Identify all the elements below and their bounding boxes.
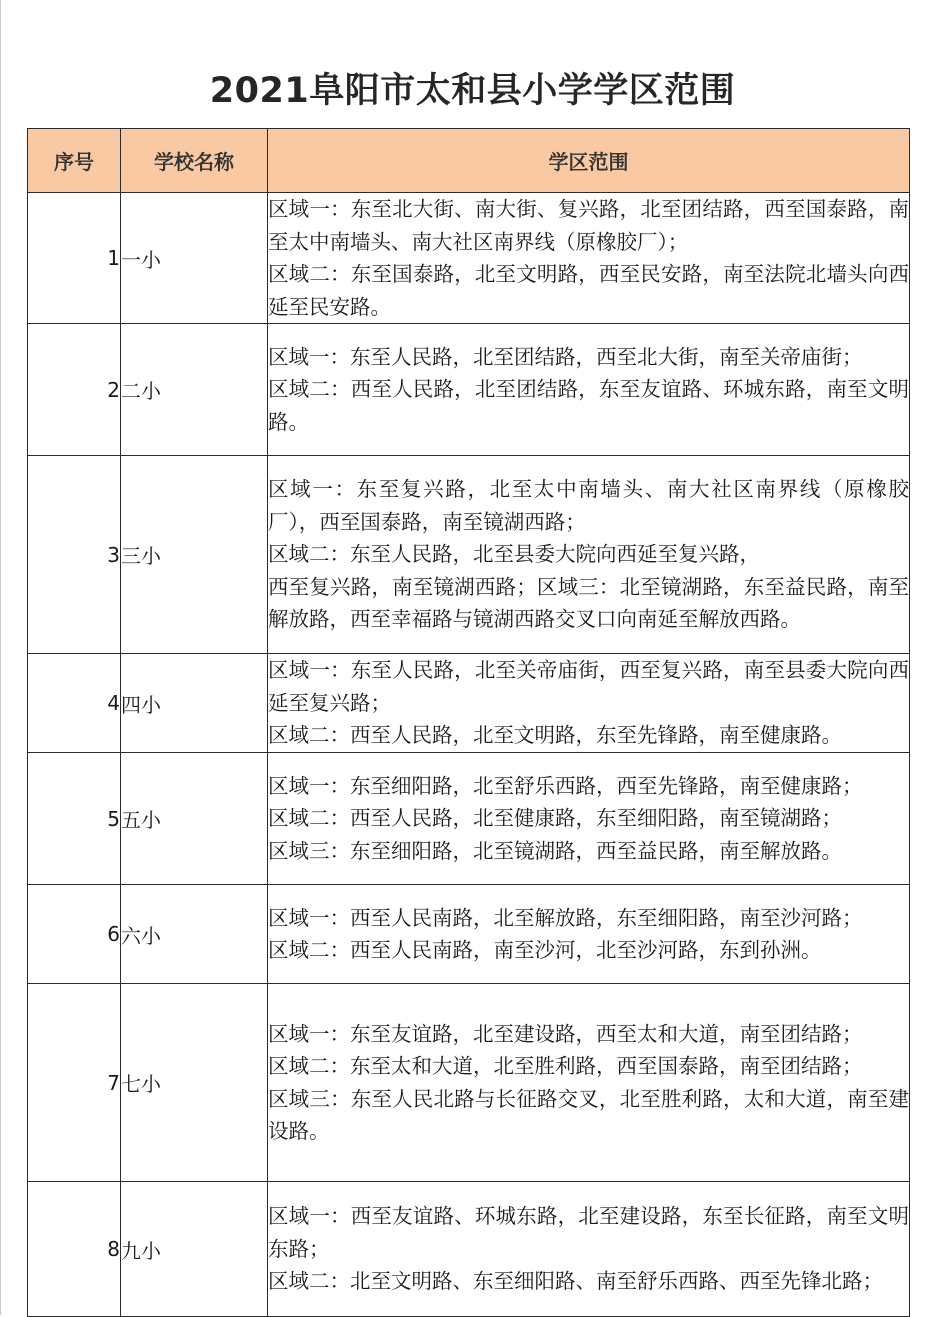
district-area: 区域一：东至细阳路，北至舒乐西路，西至先锋路，南至健康路； <box>268 773 863 798</box>
district-area: 区域二：西至人民南路，南至沙河，北至沙河路，东到孙洲。 <box>268 938 822 962</box>
table-row <box>28 885 910 984</box>
table-header-row <box>28 129 910 193</box>
table-row <box>28 984 910 1182</box>
row-number: 8 <box>28 1182 121 1317</box>
row-number: 1 <box>28 193 121 324</box>
school-name: 四小 <box>121 654 268 753</box>
district-range <box>268 456 910 654</box>
district-area: 区域一：东至人民路，北至团结路，西至北大街，南至关帝庙街； <box>268 344 863 369</box>
school-name: 五小 <box>121 753 268 885</box>
school-name: 七小 <box>121 984 268 1182</box>
school-name: 六小 <box>121 885 268 984</box>
row-number: 3 <box>28 456 121 654</box>
row-number: 4 <box>28 654 121 753</box>
table-row <box>28 324 910 456</box>
table-row <box>28 654 910 753</box>
district-area: 区域二：西至人民路，北至团结路，东至友谊路、环城东路，南至文明路。 <box>268 377 909 434</box>
school-district-table <box>27 128 910 1317</box>
row-number: 5 <box>28 753 121 885</box>
table-row <box>28 1182 910 1317</box>
school-name: 九小 <box>121 1182 268 1317</box>
district-area: 区域一：东至友谊路，北至建设路，西至太和大道，南至团结路； <box>268 1021 863 1046</box>
table-row <box>28 456 910 654</box>
district-range <box>268 324 910 456</box>
district-range <box>268 753 910 885</box>
header-school-name: 学校名称 <box>121 129 268 193</box>
row-number: 2 <box>28 324 121 456</box>
page-title: 2021阜阳市太和县小学学区范围 <box>209 71 736 111</box>
district-area: 区域二：东至国泰路，北至文明路，西至民安路，南至法院北墙头向西延至民安路。 <box>268 262 909 319</box>
district-area: 区域二：东至太和大道，北至胜利路，西至国泰路，南至团结路； <box>268 1054 863 1078</box>
school-name: 二小 <box>121 324 268 456</box>
district-area: 区域一：东至人民路，北至关帝庙街，西至复兴路，南至县委大院向西延至复兴路； <box>268 658 909 715</box>
district-area: 区域一：西至人民南路，北至解放路，东至细阳路，南至沙河路； <box>268 905 863 930</box>
header-number: 序号 <box>28 129 121 193</box>
table-row <box>28 193 910 324</box>
district-area: 区域一：东至北大街、南大街、复兴路，北至团结路，西至国泰路，南至太中南墙头、南大社区南界线（原橡胶厂）； <box>268 197 909 254</box>
header-district-range: 学区范围 <box>268 129 910 193</box>
row-number: 6 <box>28 885 121 984</box>
district-area: 区域一：西至友谊路、环城东路，北至建设路，东至长征路，南至文明东路； <box>268 1204 909 1261</box>
district-area: 区域三：东至人民北路与长征路交叉，北至胜利路，太和大道，南至建设路。 <box>268 1086 909 1143</box>
school-name: 三小 <box>121 456 268 654</box>
district-area: 区域三：东至细阳路，北至镜湖路，西至益民路，南至解放路。 <box>268 838 842 863</box>
row-number: 7 <box>28 984 121 1182</box>
page-edge <box>0 0 1 1315</box>
district-range <box>268 654 910 753</box>
district-area: 区域二：西至人民路，北至健康路，东至细阳路，南至镜湖路； <box>268 806 842 831</box>
district-range <box>268 885 910 984</box>
district-area: 区域一：东至复兴路，北至太中南墙头、南大社区南界线（原橡胶厂），西至国泰路，南至镜湖西路； <box>268 477 909 534</box>
district-range <box>268 193 910 324</box>
district-area: 西至复兴路，南至镜湖西路；区域三：北至镜湖路，东至益民路，南至解放路，西至幸福路与镜湖西路交叉口向南延至解放西路。 <box>268 574 909 632</box>
district-range <box>268 984 910 1182</box>
school-name: 一小 <box>121 193 268 324</box>
district-area: 区域二：西至人民路，北至文明路，东至先锋路，南至健康路。 <box>268 723 842 748</box>
district-area: 区域二：北至文明路、东至细阳路、南至舒乐西路、西至先锋北路； <box>268 1269 883 1294</box>
district-range <box>268 1182 910 1317</box>
table-row <box>28 753 910 885</box>
district-area: 区域二：东至人民路，北至县委大院向西延至复兴路， <box>268 542 760 567</box>
